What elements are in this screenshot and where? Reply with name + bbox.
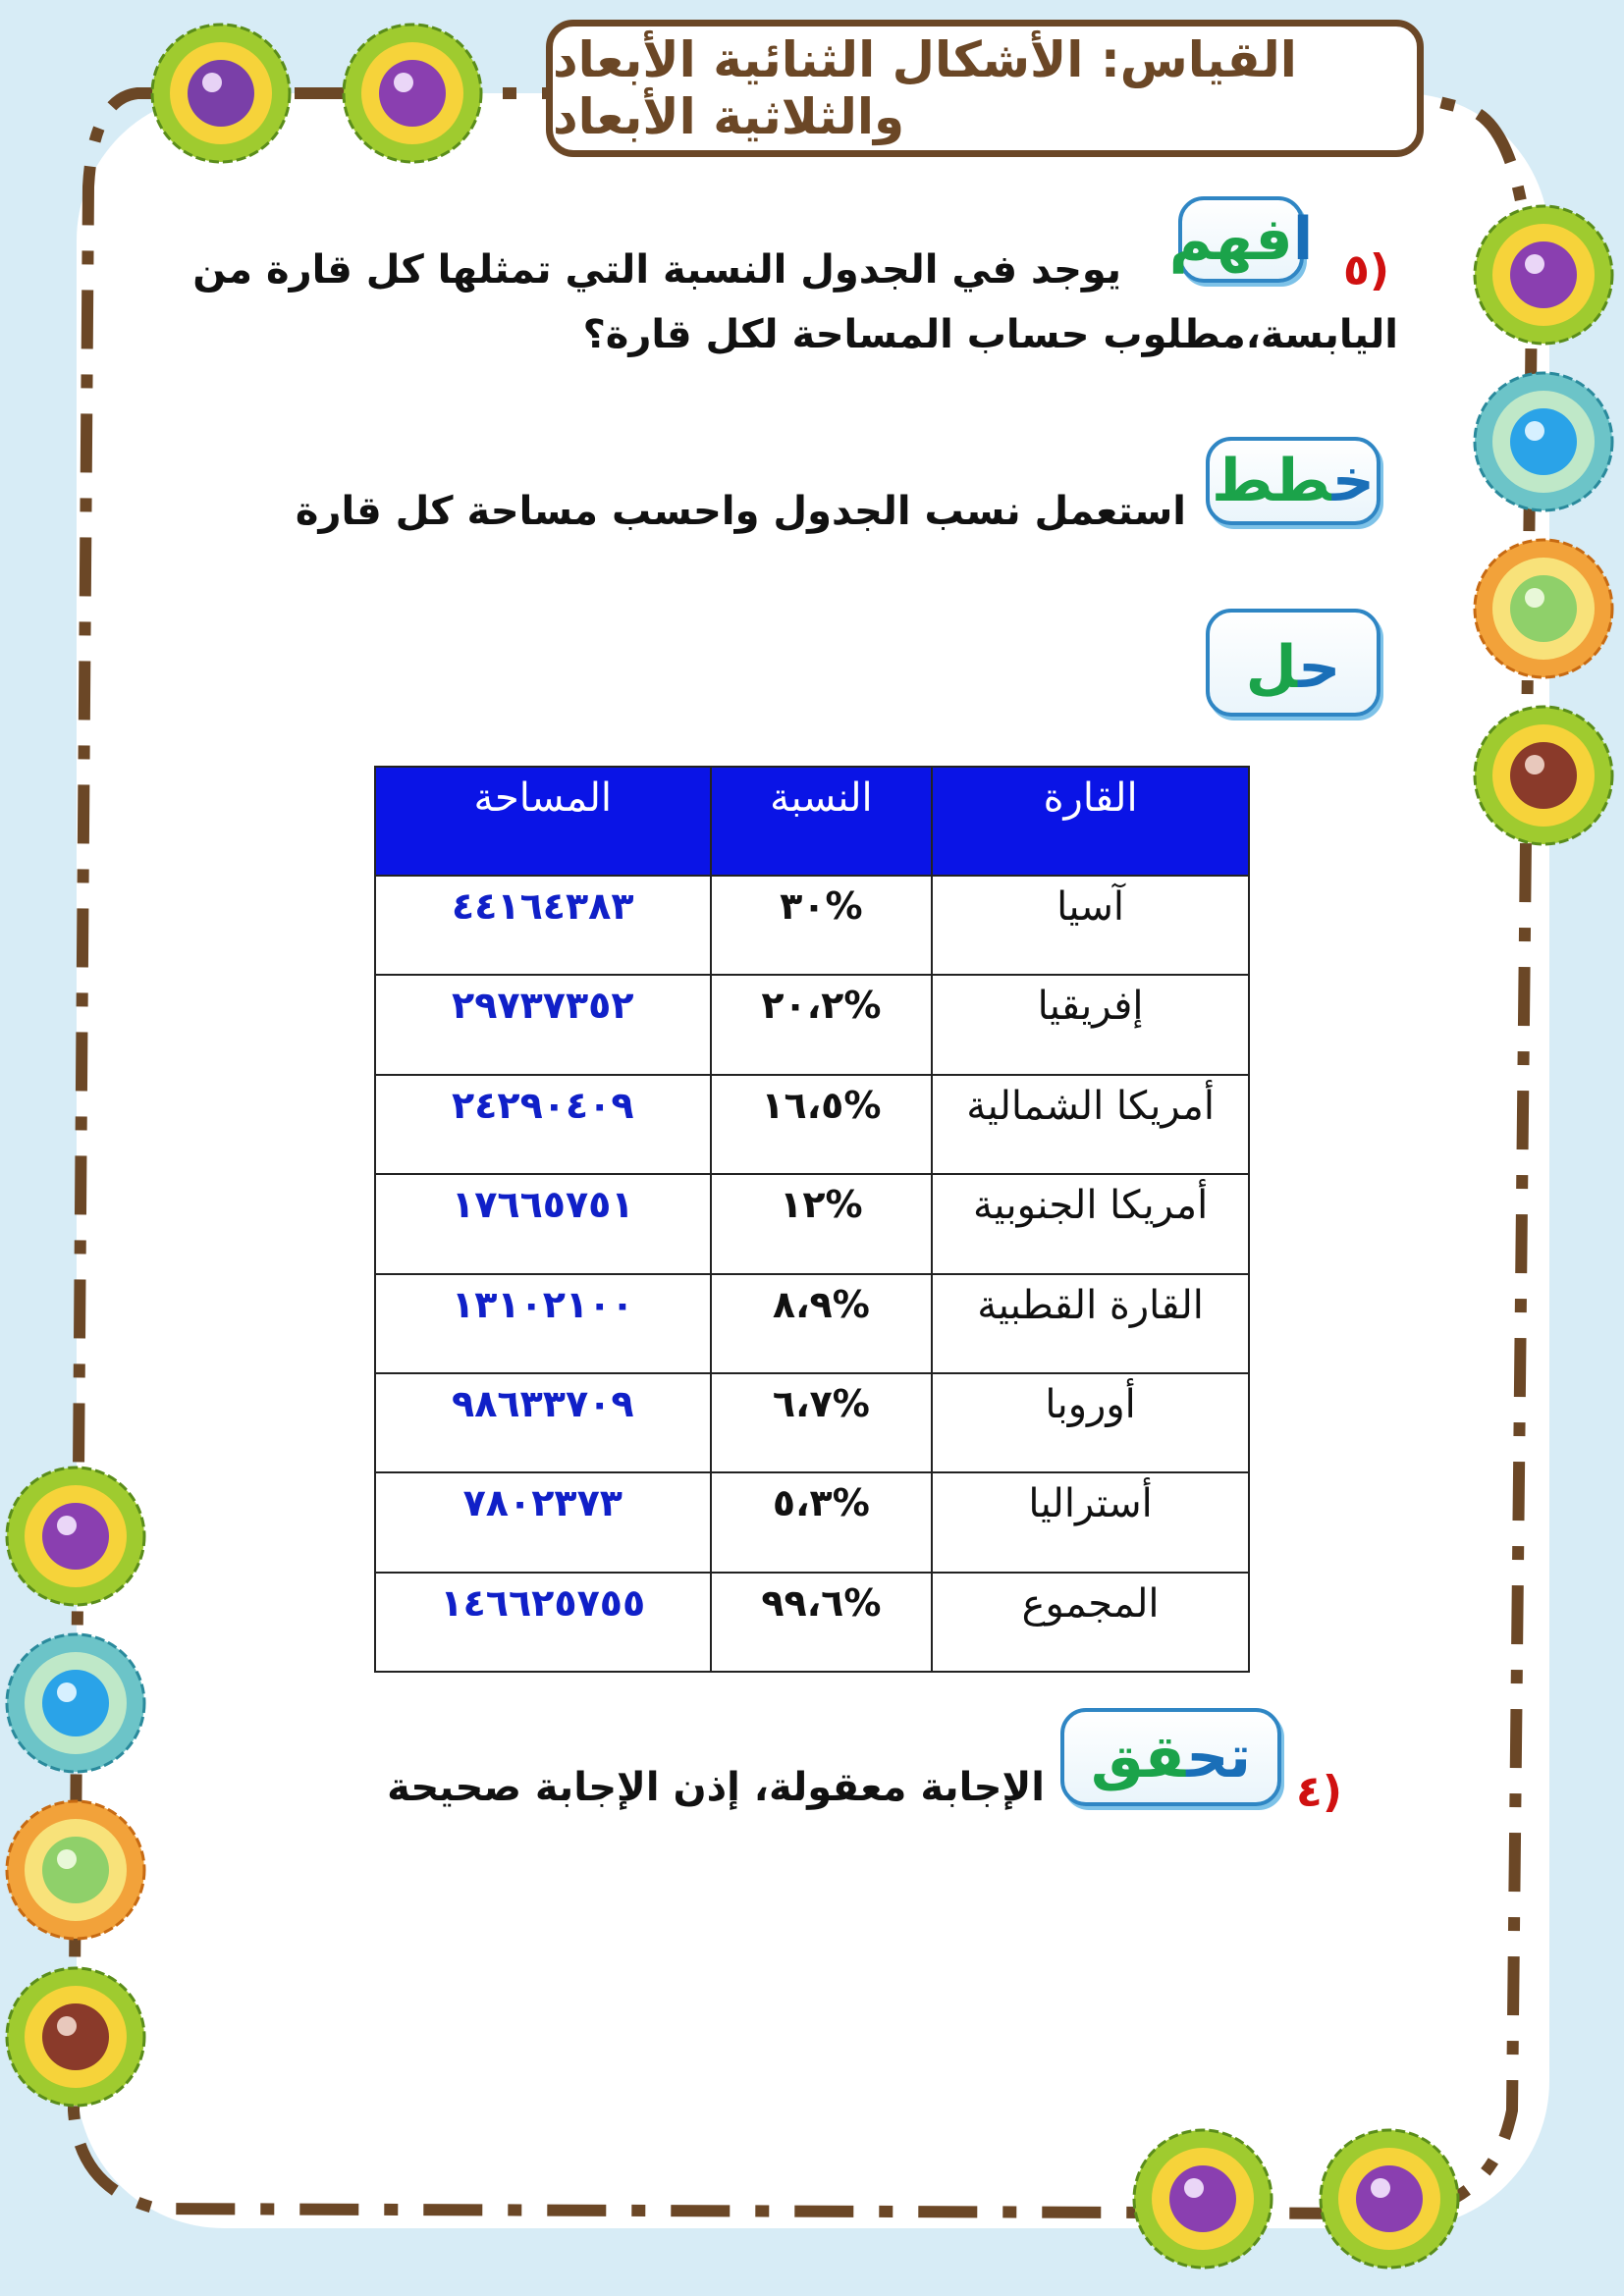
flower-ornament-icon [1470,702,1617,849]
flower-ornament-icon [1470,368,1617,515]
cell-area: ٩٨٦٣٣٧٠٩ [375,1373,711,1472]
table-header-row [375,767,1249,876]
flower-ornament-icon [1470,201,1617,348]
solve-label-b: ل [1245,633,1299,702]
cell-area: ١٣١٠٢١٠٠ [375,1274,711,1373]
check-label-b: قق [1090,1723,1187,1791]
solve-label [1206,609,1380,717]
cell-continent: أوروبا [932,1373,1249,1472]
plan-label-b: طط [1212,447,1332,515]
flower-ornament-icon [2,1963,149,2110]
cell-continent: أستراليا [932,1472,1249,1572]
cell-area: ١٤٦٦٢٥٧٥٥ [375,1573,711,1672]
cell-ratio: %١٢ [711,1174,933,1273]
cell-ratio: %٩٩،٦ [711,1573,933,1672]
understand-label [1168,196,1314,283]
solve-label-a: ح [1298,633,1341,702]
cell-area: ٢٤٢٩٠٤٠٩ [375,1075,711,1174]
cell-continent: إفريقيا [932,975,1249,1074]
understand-label-a: ا [1292,205,1314,274]
cell-area: ٤٤١٦٤٣٨٣ [375,876,711,975]
table-row [375,975,1249,1074]
question-text-line1: يوجد في الجدول النسبة التي تمثلها كل قارة من [192,247,1121,293]
flower-ornament-icon [2,1463,149,1610]
plan-label-a: خ [1331,447,1375,515]
cell-continent: آسيا [932,876,1249,975]
flower-ornament-icon [2,1629,149,1777]
page-title: القياس: الأشكال الثنائية الأبعاد والثلاثية الأبعاد [553,31,1297,145]
cell-ratio: %٣٠ [711,876,933,975]
flower-ornament-icon [1129,2125,1276,2272]
header-continent: القارة [932,767,1249,876]
cell-ratio: %١٦،٥ [711,1075,933,1174]
cell-ratio: %٦،٧ [711,1373,933,1472]
table-row [375,1573,1249,1672]
cell-continent: أمريكا الجنوبية [932,1174,1249,1273]
title-box [546,20,1424,157]
check-label [1060,1708,1281,1806]
table-row [375,876,1249,975]
continents-table [374,766,1250,1673]
flower-ornament-icon [339,20,486,167]
table-row [375,1373,1249,1472]
flower-ornament-icon [1470,535,1617,682]
table-row [375,1174,1249,1273]
flower-ornament-icon [147,20,295,167]
table-row [375,1075,1249,1174]
header-ratio: النسبة [711,767,933,876]
check-label-a: تح [1186,1723,1252,1791]
cell-area: ٢٩٧٣٧٣٥٢ [375,975,711,1074]
cell-area: ٧٨٠٢٣٧٣ [375,1472,711,1572]
table-row [375,1274,1249,1373]
cell-ratio: %٨،٩ [711,1274,933,1373]
table-row [375,1472,1249,1572]
cell-continent: القارة القطبية [932,1274,1249,1373]
flower-ornament-icon [2,1796,149,1944]
question-text-line2: اليابسة،مطلوب حساب المساحة لكل قارة؟ [582,312,1398,357]
cell-area: ١٧٦٦٥٧٥١ [375,1174,711,1273]
understand-label-b: فهم [1168,205,1293,274]
cell-continent: المجموع [932,1573,1249,1672]
flower-ornament-icon [1316,2125,1463,2272]
check-text: الإجابة معقولة، إذن الإجابة صحيحة [387,1765,1045,1810]
plan-label [1206,437,1380,525]
cell-continent: أمريكا الشمالية [932,1075,1249,1174]
cell-ratio: %٢٠،٢ [711,975,933,1074]
plan-text: استعمل نسب الجدول واحسب مساحة كل قارة [295,489,1186,534]
header-area: المساحة [375,767,711,876]
cell-ratio: %٥،٣ [711,1472,933,1572]
question-number: ٥) [1343,245,1389,295]
check-number: ٤) [1296,1767,1342,1817]
